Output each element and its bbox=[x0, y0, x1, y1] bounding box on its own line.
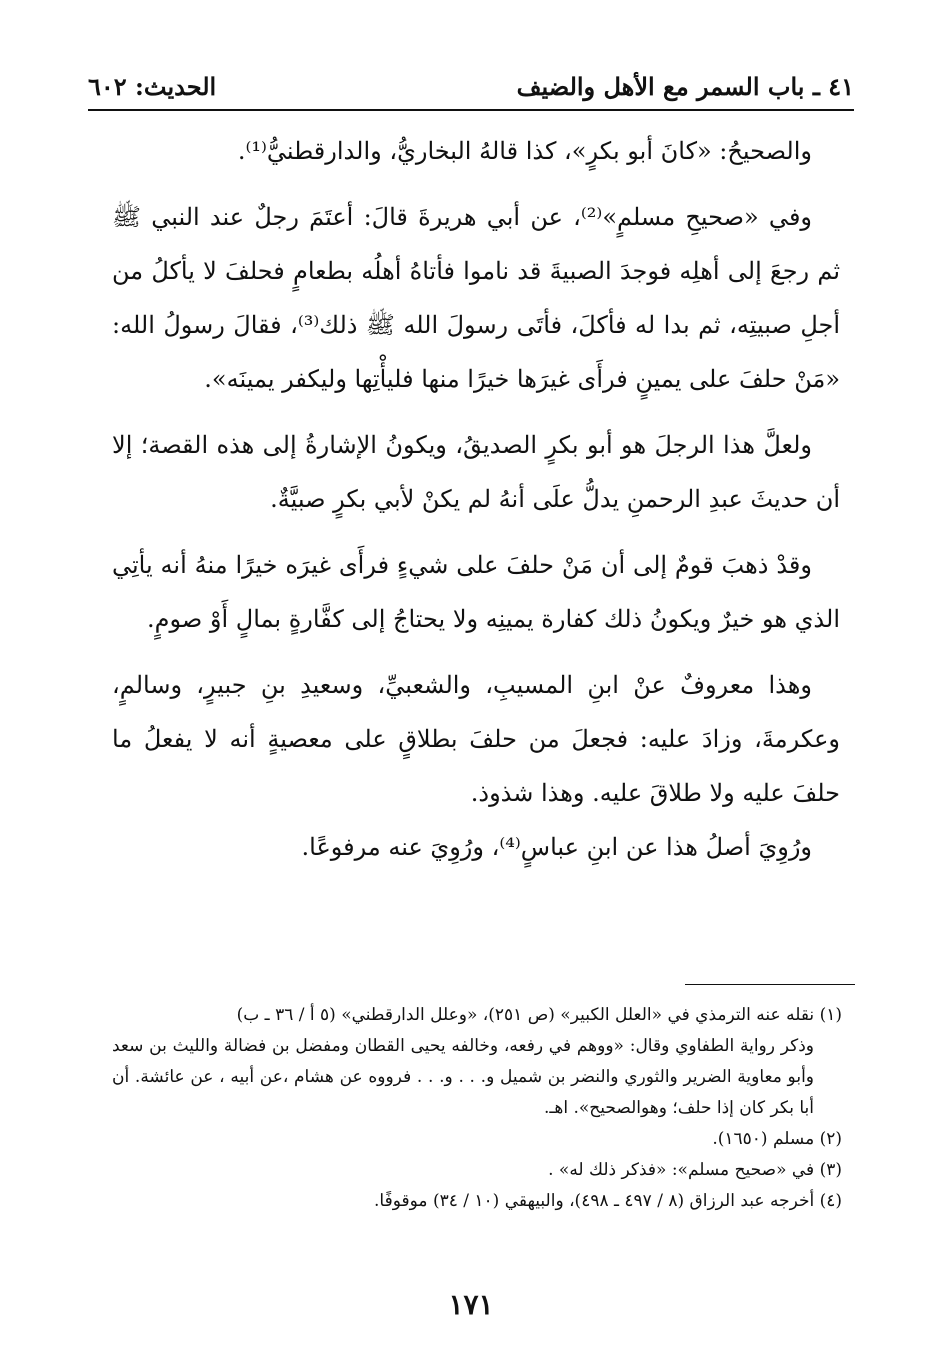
paragraph-3: ولعلَّ هذا الرجلَ هو أبو بكرٍ الصديقُ، ويكونُ الإشارةُ إلى هذه القصة؛ إلا أن حديثَ عبدِ الرحمنِ يدلُّ علَى أنهُ لم يكنْ لأبي بكرٍ صبيَّةٌ. bbox=[112, 431, 840, 513]
footnote-1-continuation: وذكر رواية الطفاوي وقال: «ووهم في رفعه، وخالفه يحيى القطان ومفضل بن فضالة والليث بن سعد وأبو معاوية الضرير والثوري والنضر بن شميل و. . . و. . . فرووه عن هشام ،عن أبيه ، عن عائشة. أن أبا بكر كان إذا حلف؛ وهوالصحيح». اهـ. bbox=[112, 1036, 814, 1118]
paragraph-4: وقدْ ذهبَ قومٌ إلى أن مَنْ حلفَ على شيءٍ فرأَى غيرَه خيرًا منهُ أنه يأتِي الذي هو خيرٌ ويكونُ ذلك كفارة يمينِه ولا يحتاجُ إلى كفَّارةٍ بمالٍ أَوْ صومٍ. bbox=[112, 551, 840, 633]
page-number: ١٧١ bbox=[448, 1288, 494, 1321]
paragraph-1: والصحيحُ: «كانَ أبو بكرٍ»، كذا قالهُ البخاريُّ، والدارقطنيُّ⁽¹⁾. bbox=[237, 137, 812, 165]
footnote-divider bbox=[685, 984, 855, 985]
header-divider bbox=[88, 109, 854, 111]
running-header bbox=[88, 68, 854, 108]
paragraph-6: ورُوِيَ أصلُ هذا عن ابنِ عباسٍ⁽⁴⁾، ورُوِيَ عنه مرفوعًا. bbox=[301, 833, 812, 861]
footnote-1: (١) نقله عنه الترمذي في «العلل الكبير» (ص ٢٥١)، «وعلل الدارقطني» (٥ أ / ٣٦ ـ ب) bbox=[236, 1005, 842, 1025]
footnote-3: (٣) في «صحيح مسلم»: «فذكر ذلك له» . bbox=[548, 1160, 842, 1180]
hadith-reference: الحديث: ٦٠٢ bbox=[88, 72, 217, 101]
paragraph-2: وفي «صحيحِ مسلمٍ»⁽²⁾، عن أبي هريرةَ قالَ: أعتَمَ رجلٌ عند النبي ﷺ ثم رجعَ إلى أهلِه فوجدَ الصبيةَ قد ناموا فأتاهُ أهلُه بطعامٍ فحلفَ لا يأكلُ من أجلِ صبيتِه، ثم بدا له فأكلَ، فأتَى رسولَ الله ﷺ ذلك⁽³⁾، فقالَ رسولُ الله: «مَنْ حلفَ على يمينٍ فرأَى غيرَها خيرًا منها فليأْتِها وليكفر يمينَه». bbox=[112, 203, 840, 393]
footnotes bbox=[112, 1000, 842, 1217]
footnote-4: (٤) أخرجه عبد الرزاق (٨ / ٤٩٧ ـ ٤٩٨)، والبيهقي (١٠ / ٣٤) موقوفًا. bbox=[374, 1191, 842, 1211]
paragraph-5: وهذا معروفٌ عنْ ابنِ المسيبِ، والشعبيِّ، وسعيدِ بنِ جبيرٍ، وسالمٍ، وعكرمةَ، وزادَ عليه: فجعلَ من حلفَ بطلاقٍ على معصيةٍ أنه لا يفعلُ ما حلفَ عليه ولا طلاقَ عليه. وهذا شذوذ. bbox=[112, 671, 840, 807]
main-text bbox=[112, 124, 840, 874]
footnote-2: (٢) مسلم (١٦٥٠). bbox=[712, 1129, 842, 1149]
chapter-title: ٤١ ـ باب السمر مع الأهل والضيف bbox=[516, 72, 854, 101]
